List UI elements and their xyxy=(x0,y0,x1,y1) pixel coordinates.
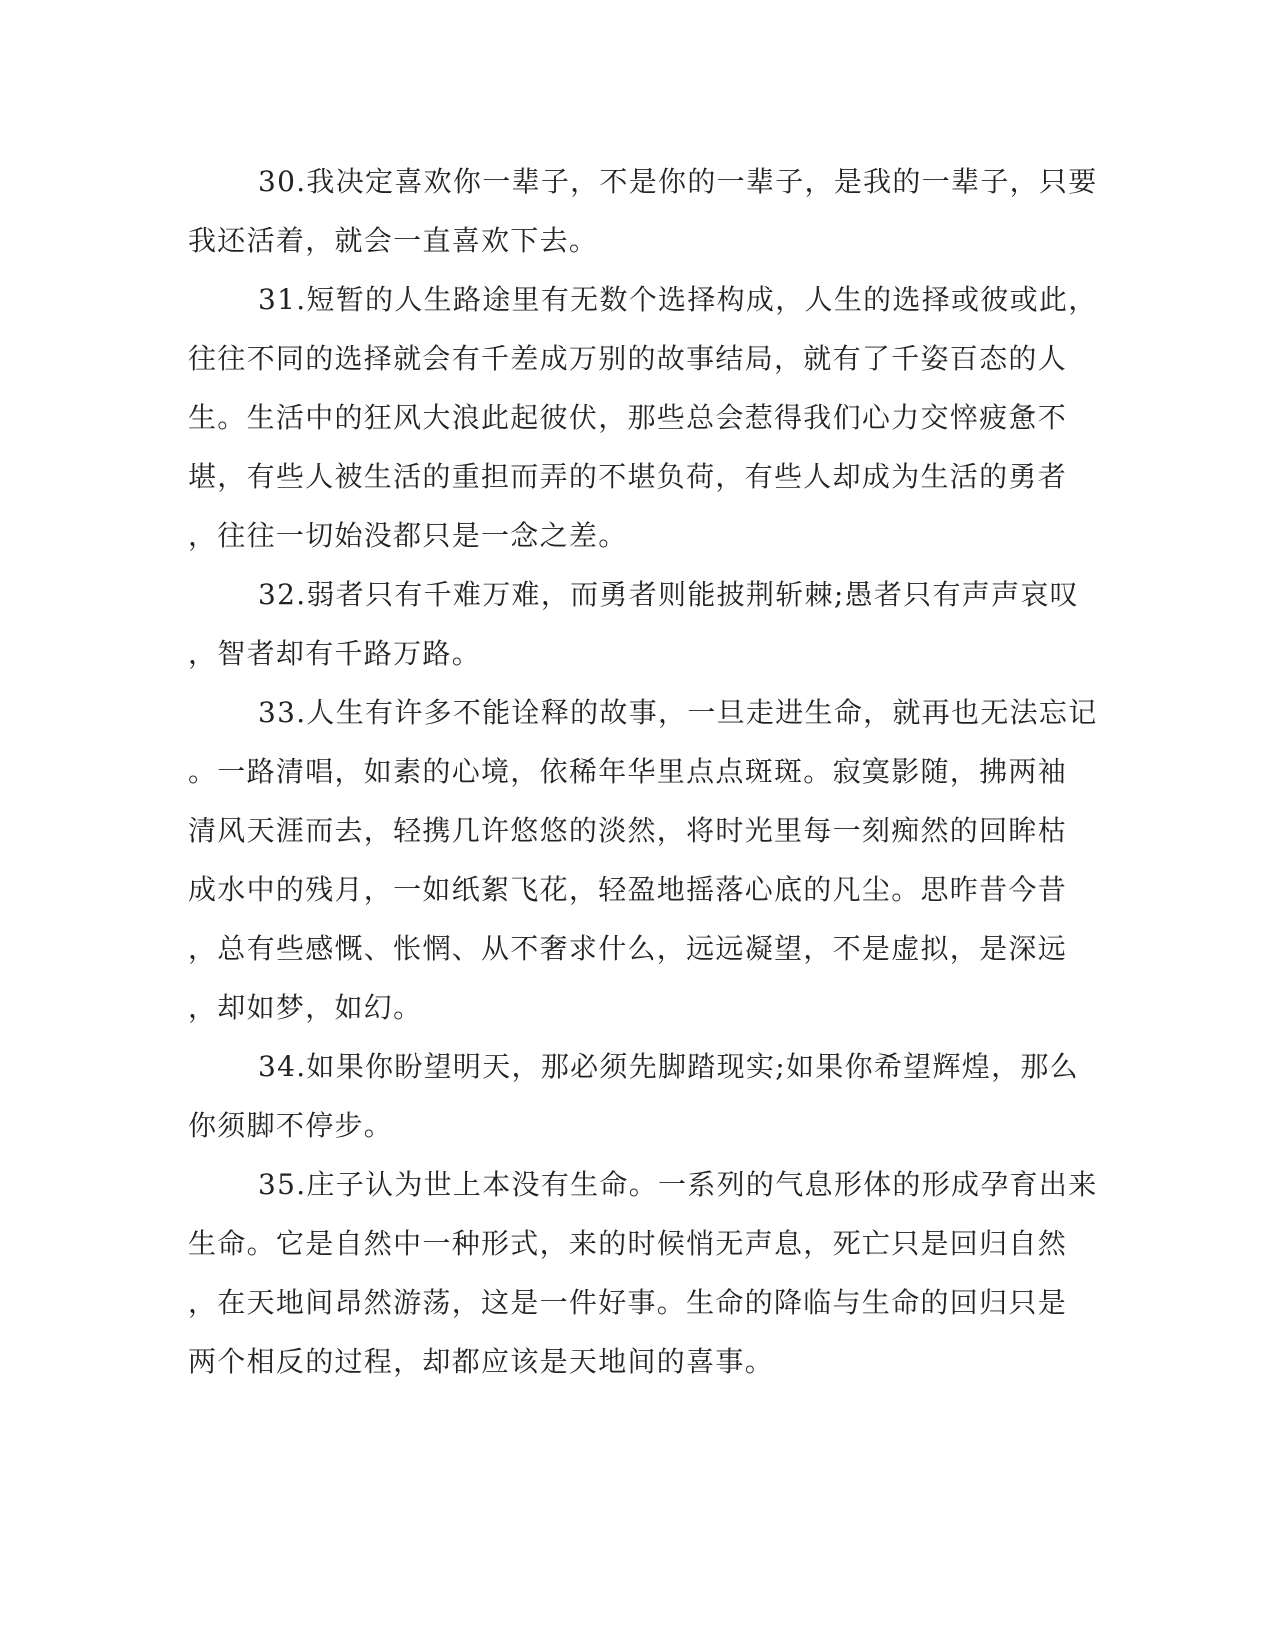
paragraph-33-line-2: 。一路清唱，如素的心境，依稀年华里点点斑斑。寂寞影随，拂两袖 xyxy=(188,755,1068,788)
paragraph-33-line-6: ，却如梦，如幻。 xyxy=(188,991,423,1024)
paragraph-35-line-4: 两个相反的过程，却都应该是天地间的喜事。 xyxy=(188,1345,775,1378)
paragraph-33-line-4: 成水中的残月，一如纸絮飞花，轻盈地摇落心底的凡尘。思昨昔今昔 xyxy=(188,873,1068,906)
paragraph-33-line-3: 清风天涯而去，轻携几许悠悠的淡然，将时光里每一刻痴然的回眸枯 xyxy=(188,814,1068,847)
paragraph-30-line-1: 30.我决定喜欢你一辈子，不是你的一辈子，是我的一辈子，只要 xyxy=(258,165,1098,198)
paragraph-31-line-1: 31.短暂的人生路途里有无数个选择构成，人生的选择或彼或此， xyxy=(258,283,1098,316)
paragraph-35-line-3: ，在天地间昂然游荡，这是一件好事。生命的降临与生命的回归只是 xyxy=(188,1286,1068,1319)
paragraph-31-line-3: 生。生活中的狂风大浪此起彼伏，那些总会惹得我们心力交悴疲惫不 xyxy=(188,401,1068,434)
paragraph-35-line-2: 生命。它是自然中一种形式，来的时候悄无声息，死亡只是回归自然 xyxy=(188,1227,1068,1260)
paragraph-31-line-4: 堪，有些人被生活的重担而弄的不堪负荷，有些人却成为生活的勇者 xyxy=(188,460,1068,493)
paragraph-30-line-2: 我还活着，就会一直喜欢下去。 xyxy=(188,224,599,257)
paragraph-31-line-5: ，往往一切始没都只是一念之差。 xyxy=(188,519,628,552)
paragraph-33-line-5: ，总有些感慨、怅惘、从不奢求什么，远远凝望，不是虚拟，是深远 xyxy=(188,932,1068,965)
paragraph-32-line-1: 32.弱者只有千难万难，而勇者则能披荆斩棘;愚者只有声声哀叹 xyxy=(258,578,1079,611)
paragraph-34-line-1: 34.如果你盼望明天，那必须先脚踏现实;如果你希望辉煌，那么 xyxy=(258,1050,1079,1083)
paragraph-32-line-2: ，智者却有千路万路。 xyxy=(188,637,482,670)
paragraph-33-line-1: 33.人生有许多不能诠释的故事，一旦走进生命，就再也无法忘记 xyxy=(258,696,1098,729)
paragraph-31-line-2: 往往不同的选择就会有千差成万别的故事结局，就有了千姿百态的人 xyxy=(188,342,1068,375)
paragraph-35-line-1: 35.庄子认为世上本没有生命。一系列的气息形体的形成孕育出来 xyxy=(258,1168,1098,1201)
paragraph-34-line-2: 你须脚不停步。 xyxy=(188,1109,394,1142)
